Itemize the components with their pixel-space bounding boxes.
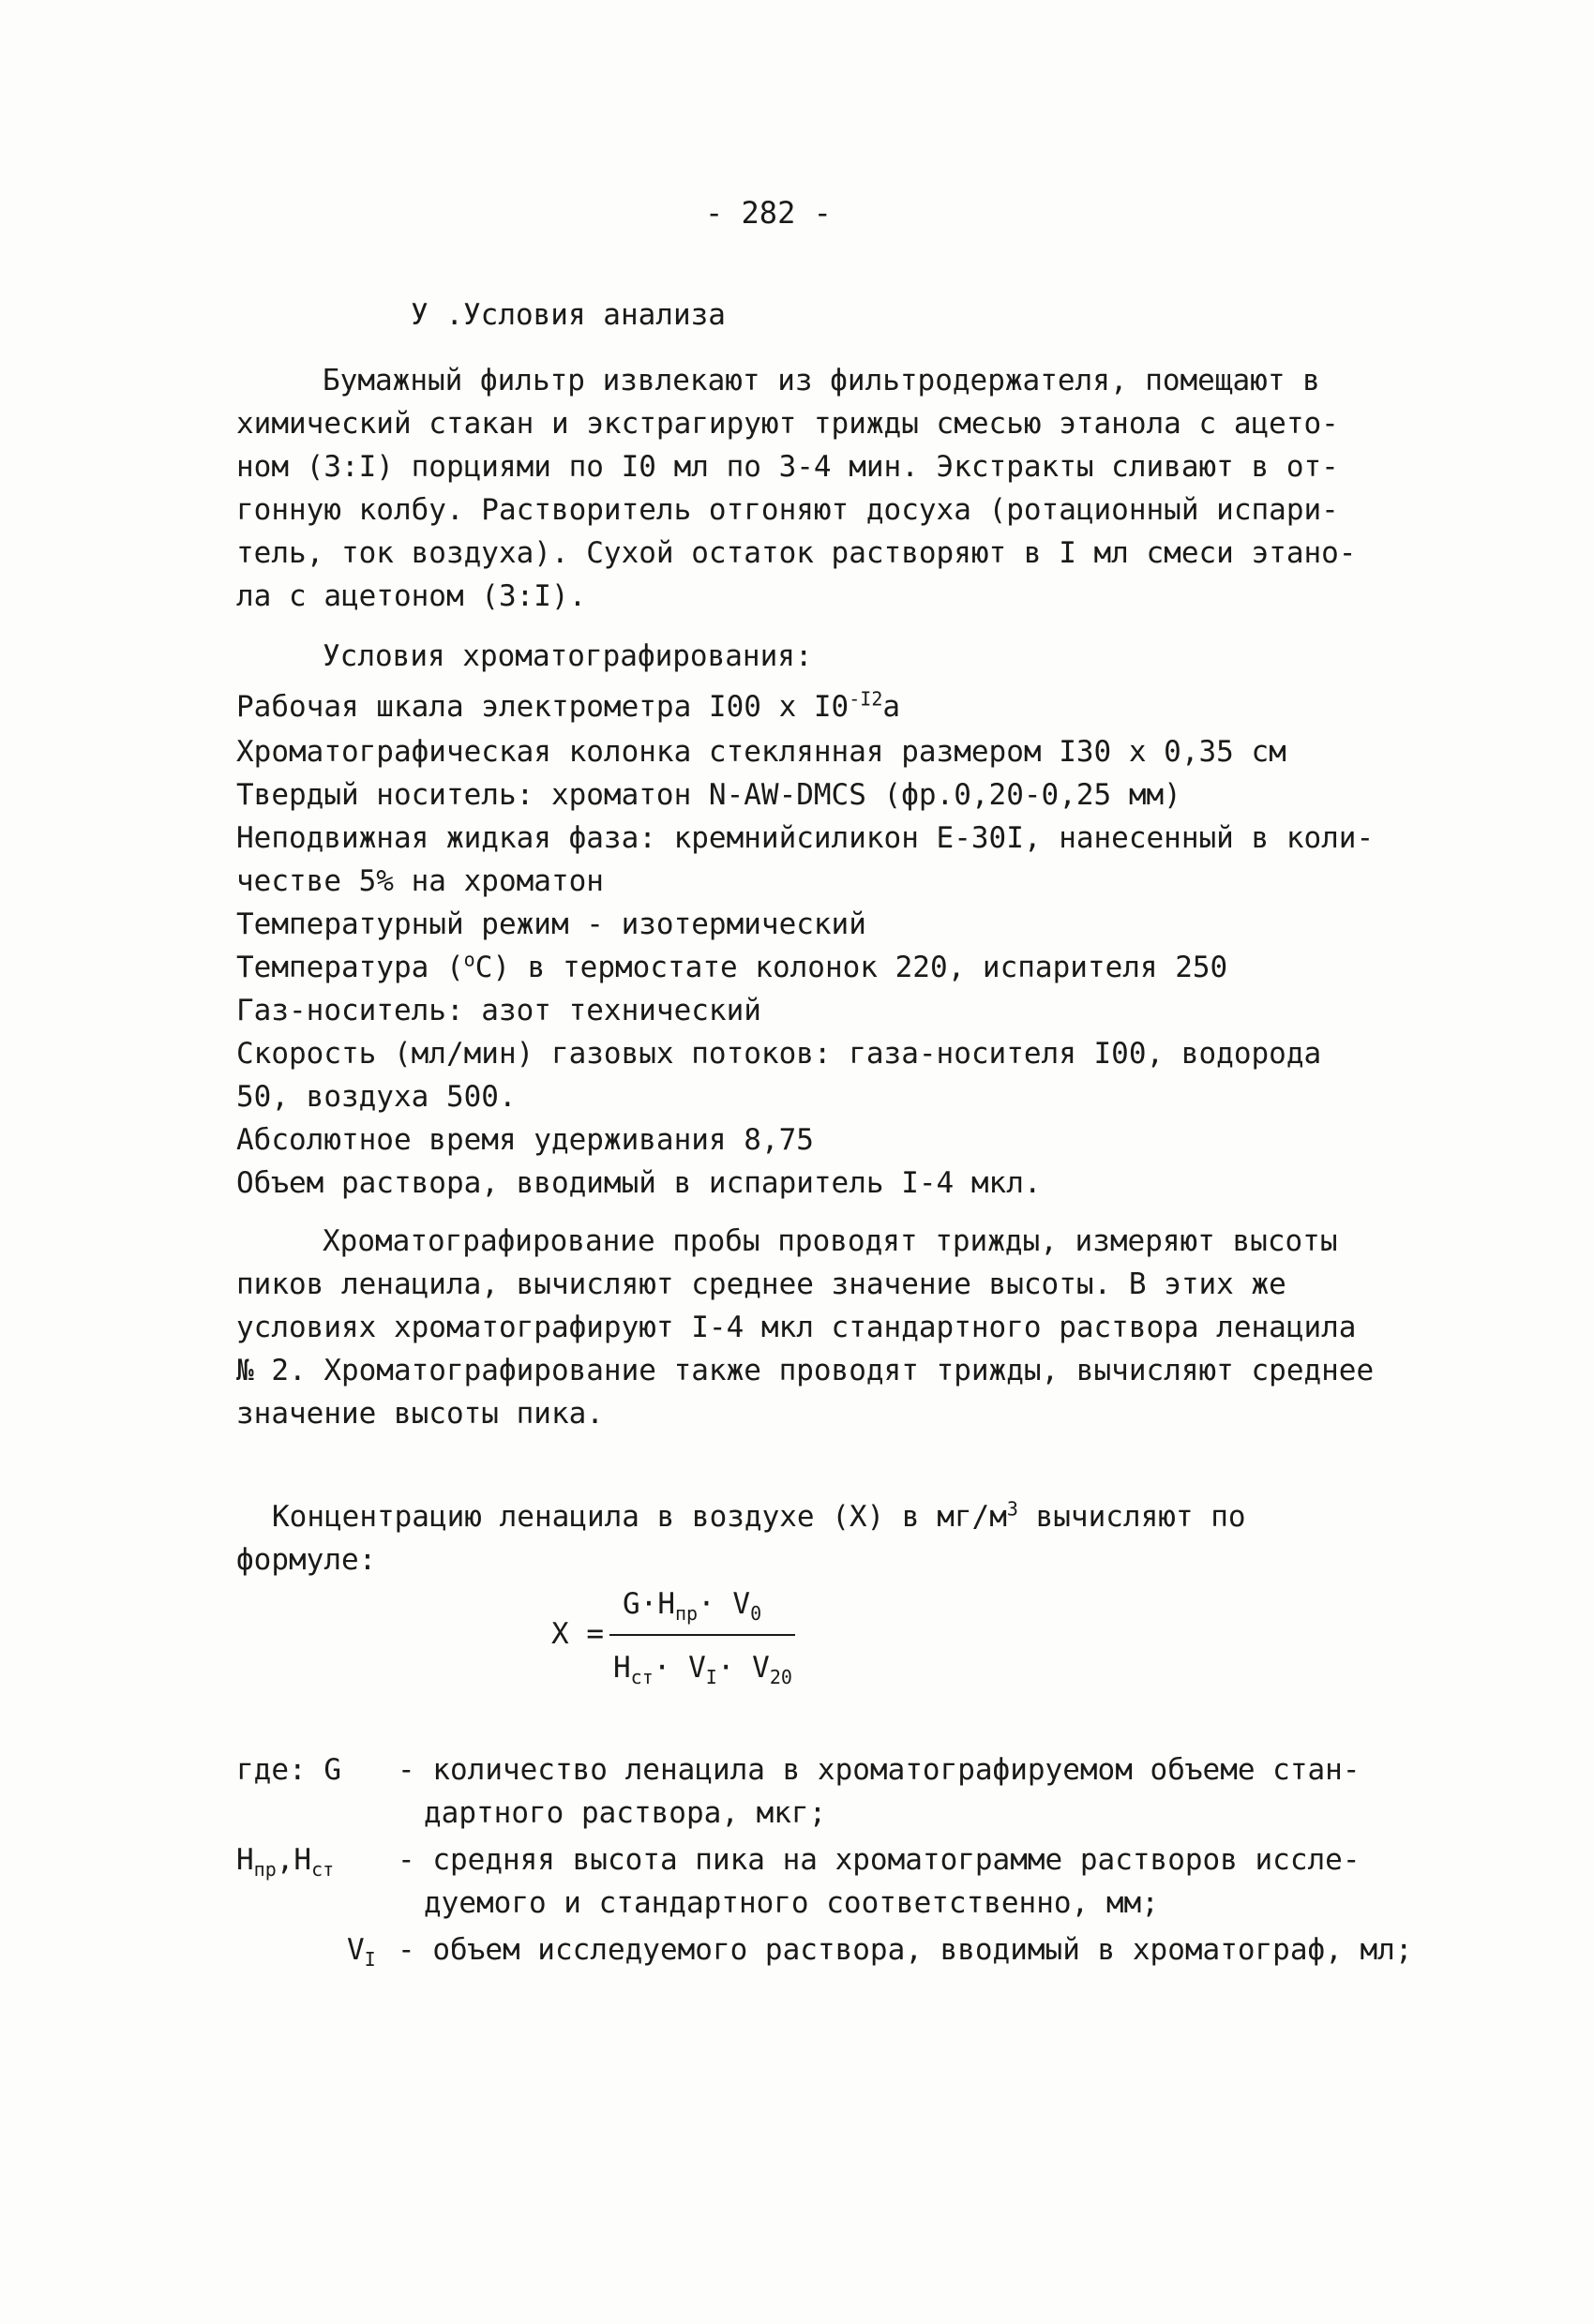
- formula-denominator: [613, 1651, 792, 1689]
- condition-temperature: [236, 948, 1228, 984]
- condition-line: Температурный режим - изотермический: [236, 907, 866, 941]
- procedure-line: значение высоты пика.: [236, 1397, 604, 1431]
- legend-h-pr: H: [236, 1843, 254, 1877]
- intro-line: ла с ацетоном (3:I).: [236, 579, 587, 613]
- electrometer-exponent: -I2: [849, 687, 883, 711]
- temperature-pre: Температура (: [236, 951, 464, 984]
- legend-v-line: - объем исследуемого раствора, вводимый в хроматограф, мл;: [398, 1933, 1413, 1967]
- formula-intro: формуле:: [236, 1543, 377, 1577]
- intro-line: тель, ток воздуха). Сухой остаток растворяют в I мл смеси этано-: [236, 536, 1357, 570]
- condition-line: Объем раствора, вводимый в испаритель I-4 мкл.: [236, 1166, 1042, 1200]
- cubic-exponent: 3: [1006, 1497, 1018, 1521]
- condition-line: Неподвижная жидкая фаза: кремнийсиликон E-30I, нанесенный в коли-: [236, 821, 1375, 855]
- legend-v-symbol: [347, 1933, 376, 1972]
- numerator-sub-0: 0: [750, 1602, 762, 1626]
- denominator-sub-1: I: [705, 1666, 717, 1689]
- legend-h-sub-st: ст: [311, 1858, 335, 1882]
- fraction-bar: [609, 1634, 795, 1636]
- legend-h-st: ,H: [276, 1843, 312, 1877]
- intro-line: химический стакан и экстрагируют трижды смесью этанола с ацето-: [236, 407, 1339, 441]
- intro-line: ном (3:I) порциями по I0 мл по 3-4 мин. Экстракты сливают в от-: [236, 450, 1339, 484]
- numerator-sub-pr: пр: [675, 1602, 699, 1626]
- condition-line: Твердый носитель: хроматон N-AW-DMCS (фр.0,20-0,25 мм): [236, 778, 1181, 812]
- procedure-line: Хроматографирование пробы проводят трижды, измеряют высоты: [323, 1224, 1338, 1258]
- numerator-g-h: G·H: [623, 1587, 675, 1621]
- condition-line: Скорость (мл/мин) газовых потоков: газа-носителя I00, водорода: [236, 1037, 1322, 1071]
- concentration-line: [272, 1497, 1246, 1534]
- denominator-sub-20: 20: [769, 1666, 792, 1689]
- denominator-v20: · V: [716, 1651, 770, 1685]
- denominator-h: H: [613, 1651, 631, 1685]
- legend-g-line: - количество ленацила в хроматографируемом объеме стан-: [398, 1753, 1361, 1787]
- legend-v-sub: I: [364, 1948, 376, 1972]
- condition-electrometer: [236, 687, 901, 724]
- condition-line: Абсолютное время удерживания 8,75: [236, 1123, 814, 1157]
- section-heading: У .Условия анализа: [411, 298, 726, 332]
- procedure-line: условиях хроматографируют I-4 мкл стандартного раствора ленацила: [236, 1311, 1357, 1344]
- legend-g-line: дартного раствора, мкг;: [424, 1796, 827, 1830]
- electrometer-text: Рабочая шкала электрометра I00 х I0: [236, 690, 850, 724]
- legend-h-line: - средняя высота пика на хроматограмме растворов иссле-: [398, 1843, 1361, 1877]
- legend-v: V: [347, 1933, 365, 1967]
- condition-line: Хроматографическая колонка стеклянная размером I30 х 0,35 см: [236, 735, 1286, 769]
- concentration-post: вычисляют по: [1017, 1500, 1246, 1534]
- legend-g-symbol: где: G: [236, 1753, 341, 1787]
- conditions-title: Условия хроматографирования:: [323, 639, 813, 673]
- condition-line: Газ-носитель: азот технический: [236, 994, 761, 1027]
- legend-h-line: дуемого и стандартного соответственно, мм;: [424, 1886, 1159, 1920]
- condition-line: 50, воздуха 500.: [236, 1080, 517, 1114]
- formula-lhs: Х =: [551, 1617, 604, 1651]
- intro-line: Бумажный фильтр извлекают из фильтродержателя, помещают в: [323, 364, 1320, 397]
- concentration-pre: Концентрацию ленацила в воздухе (Х) в мг/м: [272, 1500, 1007, 1534]
- procedure-line: пиков ленацила, вычисляют среднее значение высоты. В этих же: [236, 1267, 1286, 1301]
- page-number: - 282 -: [705, 195, 832, 231]
- condition-line: честве 5% на хроматон: [236, 864, 604, 898]
- formula: [551, 1561, 833, 1711]
- denominator-sub-st: ст: [630, 1666, 654, 1689]
- degree-sign: о: [463, 948, 475, 971]
- formula-numerator: [623, 1587, 762, 1626]
- temperature-post: С) в термостате колонок 220, испарителя 250: [474, 951, 1228, 984]
- electrometer-unit: а: [882, 690, 901, 724]
- numerator-v: · V: [698, 1587, 751, 1621]
- denominator-v1: · V: [653, 1651, 706, 1685]
- legend-h-symbol: [236, 1843, 335, 1882]
- intro-line: гонную колбу. Растворитель отгоняют досуха (ротационный испари-: [236, 493, 1339, 527]
- procedure-line: № 2. Хроматографирование также проводят трижды, вычисляют среднее: [236, 1354, 1375, 1387]
- legend-h-sub-pr: пр: [253, 1858, 277, 1882]
